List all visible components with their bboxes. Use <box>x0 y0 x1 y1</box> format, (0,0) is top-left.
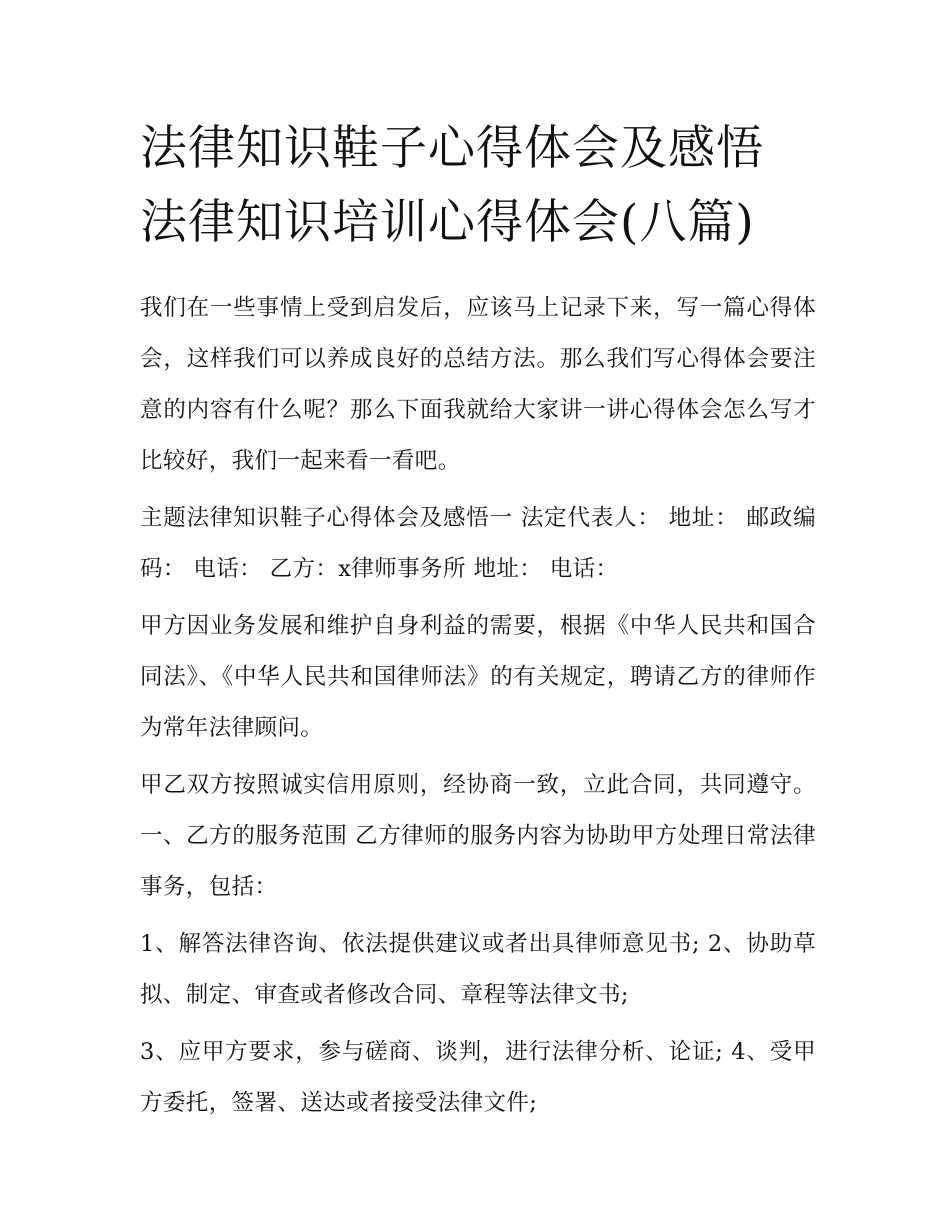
paragraph-agreement: 甲乙双方按照诚实信用原则，经协商一致，立此合同，共同遵守。 一、乙方的服务范围 乙方律师的服务内容为协助甲方处理日常法律事务，包括： <box>140 772 816 900</box>
paragraph-services-3-4: 3、应甲方要求，参与磋商、谈判，进行法律分析、论证; 4、受甲方委托，签署、送达或者接受法律文件; <box>140 1039 816 1116</box>
paragraph-intro: 我们在一些事情上受到启发后，应该马上记录下来，写一篇心得体会，这样我们可以养成良好的总结方法。那么我们写心得体会要注意的内容有什么呢？那么下面我就给大家讲一讲心得体会怎么写才比较好，我们一起来看一看吧。 <box>140 295 816 474</box>
document-title <box>140 112 820 260</box>
title-line-1: 法律知识鞋子心得体会及感悟 <box>140 121 764 176</box>
title-line-2: 法律知识培训心得体会(八篇) <box>140 195 755 250</box>
document-body <box>140 283 816 1135</box>
paragraph-parties: 主题法律知识鞋子心得体会及感悟一 法定代表人： 地址： 邮政编码： 电话： 乙方：x律师事务所 地址： 电话： <box>140 505 816 582</box>
paragraph-services-1-2: 1、解答法律咨询、依法提供建议或者出具律师意见书; 2、协助草拟、制定、审查或者修改合同、章程等法律文书; <box>140 931 816 1008</box>
paragraph-purpose: 甲方因业务发展和维护自身利益的需要，根据《中华人民共和国合同法》、《中华人民共和国律师法》的有关规定，聘请乙方的律师作为常年法律顾问。 <box>140 613 816 741</box>
